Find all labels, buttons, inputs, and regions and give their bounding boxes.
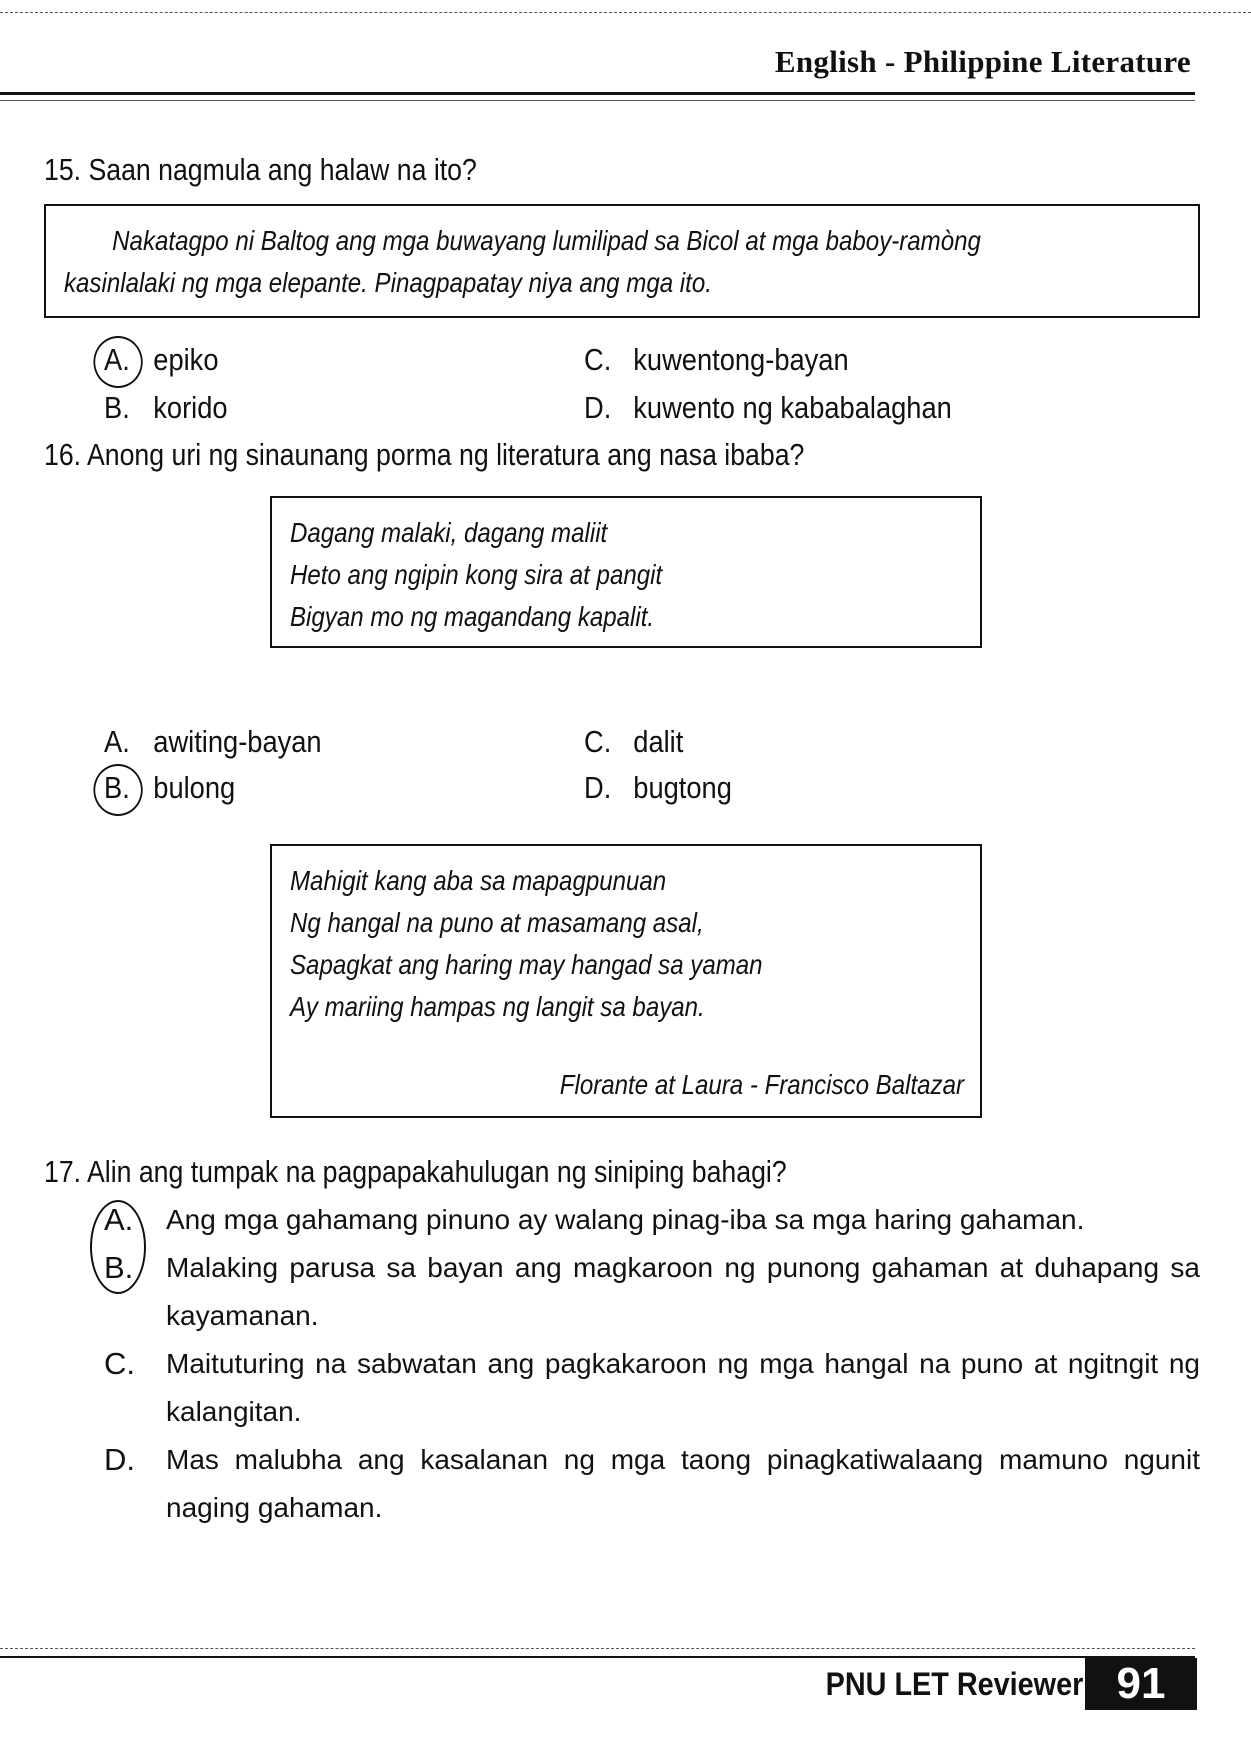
option-letter: B. bbox=[104, 390, 130, 425]
q16-option-a bbox=[104, 724, 322, 760]
option-text: awiting-bayan bbox=[153, 724, 322, 759]
poem-box-16 bbox=[270, 496, 982, 648]
option-letter: C. bbox=[584, 342, 612, 377]
header-rule bbox=[0, 92, 1195, 95]
excerpt-line: Sapagkat ang haring may hangad sa yaman bbox=[290, 949, 763, 980]
option-letter: A. bbox=[104, 342, 130, 377]
option-text: epiko bbox=[153, 342, 219, 377]
passage-line: kasinlalaki ng mga elepante. Pinagpapatay niya ang mga ito. bbox=[64, 267, 712, 298]
q17-option-c bbox=[104, 1340, 1200, 1436]
q16-option-b bbox=[104, 770, 235, 806]
option-text: Maituturing na sabwatan ang pagkakaroon ng mga hangal na puno at ngitngit ng kalangitan. bbox=[166, 1348, 1200, 1427]
poem-line: Heto ang ngipin kong sira at pangit bbox=[290, 559, 663, 590]
q16-option-c bbox=[584, 724, 683, 760]
option-text: dalit bbox=[633, 724, 684, 759]
q16-option-d bbox=[584, 770, 732, 806]
passage-box-15 bbox=[44, 204, 1200, 318]
excerpt-box bbox=[270, 844, 982, 1118]
question-16: 16. Anong uri ng sinaunang porma ng literatura ang nasa ibaba? bbox=[44, 437, 805, 472]
option-text: Malaking parusa sa bayan ang magkaroon ng punong gahaman at duhapang sa kayamanan. bbox=[166, 1252, 1200, 1331]
option-text: kuwentong-bayan bbox=[633, 342, 849, 377]
selected-answer-mark bbox=[104, 1244, 133, 1292]
option-text: Mas malubha ang kasalanan ng mga taong pinagkatiwalaang mamuno ngunit naging gahaman. bbox=[166, 1444, 1200, 1523]
passage-line: Nakatagpo ni Baltog ang mga buwayang lumilipad sa Bicol at mga baboy-ramòng bbox=[112, 225, 981, 256]
poem-line: Bigyan mo ng magandang kapalit. bbox=[290, 601, 655, 632]
q15-option-c bbox=[584, 342, 849, 378]
page-number: 91 bbox=[1085, 1658, 1197, 1710]
circle-mark-icon bbox=[93, 764, 142, 816]
circle-mark-icon bbox=[93, 336, 142, 388]
option-letter: A. bbox=[104, 724, 130, 759]
top-scan-rule bbox=[0, 12, 1251, 13]
option-letter: C. bbox=[584, 724, 612, 759]
option-letter: D. bbox=[104, 1442, 135, 1477]
option-letter: A. bbox=[104, 1202, 134, 1237]
option-letter: C. bbox=[104, 1346, 135, 1381]
footer-rule bbox=[0, 1656, 1195, 1658]
option-text: Ang mga gahamang pinuno ay walang pinag-iba sa mga haring gahaman. bbox=[166, 1204, 1085, 1235]
question-17: 17. Alin ang tumpak na pagpapakahulugan ng siniping bahagi? bbox=[44, 1154, 787, 1189]
footer-rule-dashed bbox=[0, 1648, 1195, 1649]
option-text: bugtong bbox=[633, 770, 732, 805]
selected-answer-mark bbox=[104, 770, 153, 806]
q15-option-a bbox=[104, 342, 218, 378]
circle-mark-icon bbox=[90, 1200, 146, 1294]
option-text: korido bbox=[153, 390, 228, 425]
option-letter: B. bbox=[104, 770, 130, 805]
header-rule-thin bbox=[0, 100, 1195, 101]
option-text: bulong bbox=[153, 770, 236, 805]
excerpt-attribution: Florante at Laura - Francisco Baltazar bbox=[559, 1069, 964, 1100]
footer-reviewer-label: PNU LET Reviewer bbox=[825, 1666, 1083, 1702]
option-letter: D. bbox=[584, 770, 612, 805]
excerpt-line: Ng hangal na puno at masamang asal, bbox=[290, 907, 704, 938]
q17-option-d bbox=[104, 1436, 1200, 1532]
option-text: kuwento ng kababalaghan bbox=[633, 390, 952, 425]
q15-option-b bbox=[104, 390, 228, 426]
excerpt-line: Mahigit kang aba sa mapagpunuan bbox=[290, 865, 667, 896]
option-letter: B. bbox=[104, 1250, 134, 1285]
q17-option-b bbox=[104, 1244, 1200, 1340]
selected-answer-mark bbox=[104, 342, 153, 378]
question-15: 15. Saan nagmula ang halaw na ito? bbox=[44, 152, 477, 187]
q17-option-a bbox=[104, 1196, 1200, 1244]
excerpt-line: Ay mariing hampas ng langit sa bayan. bbox=[290, 991, 705, 1022]
option-letter: D. bbox=[584, 390, 612, 425]
q15-option-d bbox=[584, 390, 952, 426]
section-header-title: English - Philippine Literature bbox=[774, 44, 1191, 79]
poem-line: Dagang malaki, dagang maliit bbox=[290, 517, 608, 548]
